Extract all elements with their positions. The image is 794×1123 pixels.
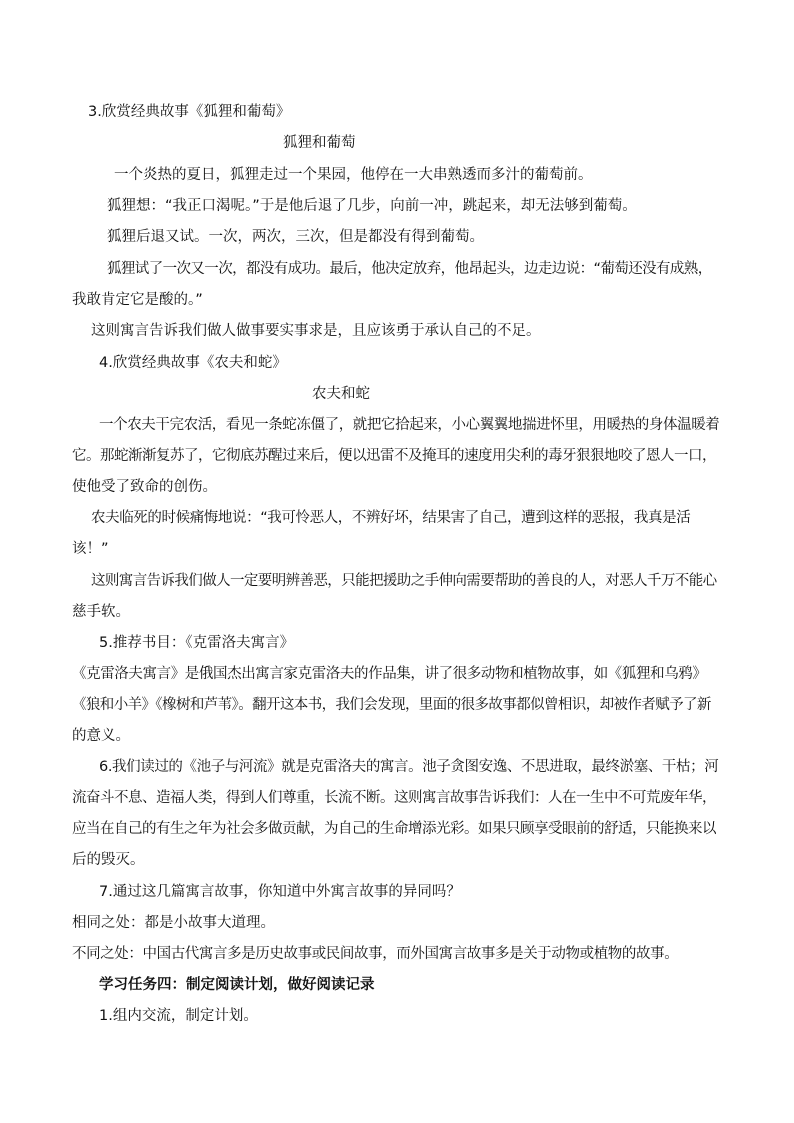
paragraph-line: 6.我们读过的《池子与河流》就是克雷洛夫的寓言。池子贪图安逸、不思进取，最终淤塞、干枯；河	[99, 759, 719, 775]
story-title-farmer-snake: 农夫和蛇	[312, 386, 370, 402]
paragraph-line: 一个农夫干完农活，看见一条蛇冻僵了，就把它拾起来，小心翼翼地揣进怀里，用暖热的身体温暖着	[99, 417, 720, 433]
paragraph-line: 狐狸试了一次又一次，都没有成功。最后，他决定放弃，他昂起头，边走边说：“葡萄还没有成熟，	[107, 261, 712, 277]
section-heading-5: 5.推荐书目：《克雷洛夫寓言》	[99, 635, 295, 651]
difference-line: 不同之处：中国古代寓言多是历史故事或民间故事，而外国寓言故事多是关于动物或植物的故事。	[72, 946, 679, 962]
moral-line: 慈手软。	[72, 604, 130, 620]
paragraph-line: 后的毁灭。	[72, 852, 145, 868]
task-heading-4: 学习任务四：制定阅读计划，做好阅读记录	[99, 977, 375, 993]
paragraph-line: 狐狸后退又试。一次，两次，三次，但是都没有得到葡萄。	[107, 229, 484, 245]
section-heading-3: 3.欣赏经典故事《狐狸和葡萄》	[88, 104, 291, 120]
paragraph-line: 流奋斗不息、造福人类，得到人们尊重，长流不断。这则寓言故事告诉我们：人在一生中不可荒废年华，	[72, 790, 716, 806]
paragraph-line: 一个炎热的夏日，狐狸走过一个果园，他停在一大串熟透而多汁的葡萄前。	[114, 167, 593, 183]
similarity-line: 相同之处：都是小故事大道理。	[72, 915, 275, 931]
paragraph-line: 应当在自己的有生之年为社会多做贡献，为自己的生命增添光彩。如果只顾享受眼前的舒适，只能换来以	[72, 821, 716, 837]
moral-line: 这则寓言告诉我们做人做事要实事求是，且应该勇于承认自己的不足。	[91, 323, 541, 339]
paragraph-line: 狐狸想：“我正口渴呢。”于是他后退了几步，向前一冲，跳起来，却无法够到葡萄。	[107, 198, 637, 214]
paragraph-line: 使他受了致命的创伤。	[72, 479, 217, 495]
paragraph-line: 它。那蛇渐渐复苏了，它彻底苏醒过来后，便以迅雷不及掩耳的速度用尖利的毒牙狠狠地咬了恩人一口，	[72, 448, 716, 464]
section-heading-4: 4.欣赏经典故事《农夫和蛇》	[99, 355, 287, 371]
paragraph-line: 该！”	[72, 541, 109, 557]
moral-line: 这则寓言告诉我们做人一定要明辨善恶，只能把援助之手伸向需要帮助的善良的人，对恶人千万不能心	[91, 573, 717, 589]
story-title-fox-grapes: 狐狸和葡萄	[283, 135, 356, 151]
list-item-1: 1.组内交流，制定计划。	[99, 1008, 258, 1024]
paragraph-line: 《克雷洛夫寓言》是俄国杰出寓言家克雷洛夫的作品集，讲了很多动物和植物故事，如《狐狸和乌鸦》	[72, 666, 707, 682]
paragraph-line: 我敢肯定它是酸的。”	[72, 292, 203, 308]
paragraph-line: 农夫临死的时候痛悔地说：“我可怜恶人，不辨好坏，结果害了自己，遭到这样的恶报，我真是活	[91, 510, 691, 526]
paragraph-line: 的意义。	[72, 728, 130, 744]
question-heading-7: 7.通过这几篇寓言故事，你知道中外寓言故事的异同吗？	[99, 884, 461, 900]
paragraph-line: 《狼和小羊》《橡树和芦苇》。翻开这本书，我们会发现，里面的很多故事都似曾相识，却被作者赋予了新	[72, 697, 711, 713]
